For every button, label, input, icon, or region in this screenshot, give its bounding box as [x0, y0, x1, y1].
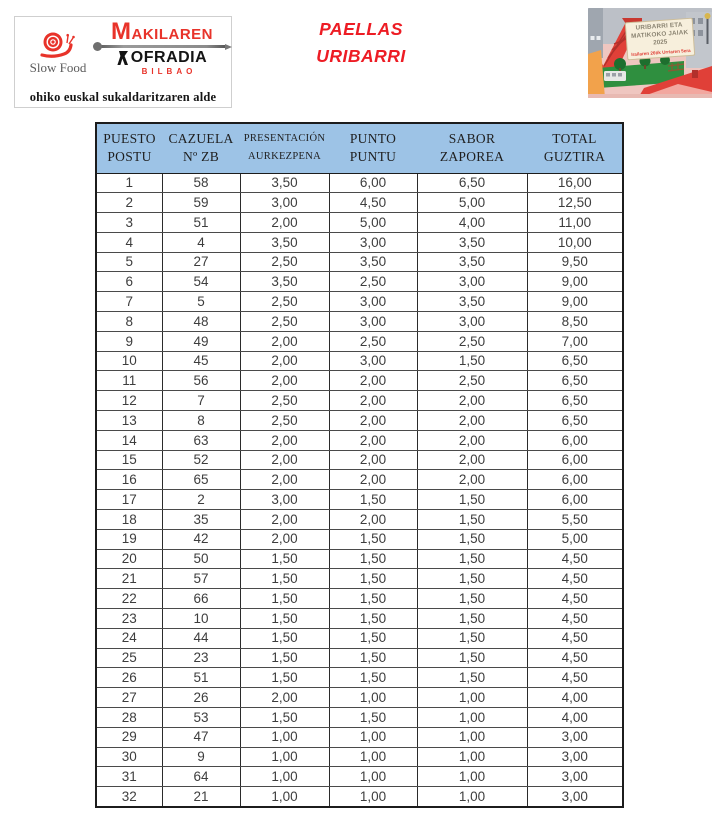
table-cell: 63 [162, 430, 240, 450]
table-cell: 1,00 [417, 727, 527, 747]
table-cell: 3,00 [329, 292, 417, 312]
table-cell: 4,50 [527, 628, 623, 648]
table-cell: 25 [96, 648, 162, 668]
table-cell: 2,50 [417, 331, 527, 351]
table-row [96, 430, 623, 450]
table-row [96, 331, 623, 351]
table-cell: 27 [162, 252, 240, 272]
table-cell: 2 [162, 490, 240, 510]
table-cell: 8 [96, 312, 162, 332]
table-cell: 2,00 [329, 510, 417, 530]
table-cell: 3,00 [240, 490, 329, 510]
table-cell: 2,00 [417, 470, 527, 490]
table-cell: 1,50 [329, 529, 417, 549]
table-cell: 47 [162, 727, 240, 747]
scores-table-body [96, 173, 623, 807]
table-cell: 54 [162, 272, 240, 292]
table-cell: 1,50 [417, 609, 527, 629]
table-cell: 4 [96, 232, 162, 252]
table-cell: 4,00 [527, 708, 623, 728]
table-cell: 2,00 [329, 450, 417, 470]
table-row [96, 272, 623, 292]
table-cell: 1,00 [417, 747, 527, 767]
table-cell: 3,00 [527, 747, 623, 767]
table-cell: 3 [96, 213, 162, 233]
col-label-es: TOTAL [552, 131, 597, 147]
table-row [96, 529, 623, 549]
table-row [96, 371, 623, 391]
scores-table-header [96, 123, 623, 173]
table-cell: 4,00 [417, 213, 527, 233]
table-cell: 4,50 [527, 589, 623, 609]
table-cell: 29 [96, 727, 162, 747]
table-row [96, 648, 623, 668]
table-cell: 10 [96, 351, 162, 371]
header-row [96, 123, 623, 173]
table-cell: 2,00 [329, 470, 417, 490]
table-cell: 5,00 [329, 213, 417, 233]
table-row [96, 569, 623, 589]
table-row [96, 411, 623, 431]
table-cell: 4,50 [527, 648, 623, 668]
table-cell: 2,00 [240, 331, 329, 351]
table-row [96, 490, 623, 510]
table-cell: 5 [162, 292, 240, 312]
table-cell: 8,50 [527, 312, 623, 332]
table-cell: 64 [162, 767, 240, 787]
table-cell: 42 [162, 529, 240, 549]
table-cell: 22 [96, 589, 162, 609]
col-label-eu: ZAPOREA [439, 149, 505, 165]
table-cell: 3,00 [527, 727, 623, 747]
col-header-sabor [417, 123, 527, 173]
table-cell: 6,00 [329, 173, 417, 193]
table-row [96, 232, 623, 252]
table-cell: 2,50 [240, 252, 329, 272]
table-cell: 3,00 [329, 312, 417, 332]
table-cell: 7,00 [527, 331, 623, 351]
table-cell: 1,50 [329, 549, 417, 569]
table-cell: 2,00 [329, 391, 417, 411]
table-cell: 1,50 [240, 628, 329, 648]
col-label-eu: PUNTU [349, 149, 397, 165]
table-cell: 1,50 [240, 609, 329, 629]
table-cell: 2,50 [240, 312, 329, 332]
table-cell: 2,00 [240, 213, 329, 233]
table-row [96, 628, 623, 648]
table-cell: 4,50 [527, 668, 623, 688]
table-cell: 1,50 [329, 589, 417, 609]
table-cell: 1,00 [329, 727, 417, 747]
ofradia-wordmark: OFRADIA [130, 49, 208, 66]
table-cell: 1,50 [329, 668, 417, 688]
table-row [96, 252, 623, 272]
table-cell: 1,50 [417, 569, 527, 589]
table-cell: 5,00 [527, 529, 623, 549]
table-cell: 17 [96, 490, 162, 510]
table-cell: 21 [96, 569, 162, 589]
table-cell: 3,00 [240, 193, 329, 213]
table-cell: 2,00 [240, 510, 329, 530]
table-cell: 1,50 [329, 708, 417, 728]
table-cell: 1,50 [240, 569, 329, 589]
table-cell: 23 [162, 648, 240, 668]
table-cell: 6,50 [527, 391, 623, 411]
table-cell: 6 [96, 272, 162, 292]
festival-poster-image [588, 8, 712, 98]
table-cell: 3,50 [417, 252, 527, 272]
col-label-eu: GUZTIRA [543, 149, 606, 165]
table-cell: 8 [162, 411, 240, 431]
table-cell: 7 [162, 391, 240, 411]
col-label-eu: POSTU [107, 149, 152, 165]
table-cell: 1,50 [240, 549, 329, 569]
table-cell: 2,00 [329, 430, 417, 450]
table-cell: 2,00 [240, 371, 329, 391]
logo-tagline: ohiko euskal sukaldaritzaren alde [29, 90, 217, 104]
table-cell: 3,00 [527, 767, 623, 787]
table-cell: 1,50 [240, 648, 329, 668]
table-row [96, 747, 623, 767]
table-cell: 1,00 [329, 747, 417, 767]
table-cell: 6,00 [527, 450, 623, 470]
table-cell: 10,00 [527, 232, 623, 252]
table-cell: 1,00 [240, 787, 329, 807]
table-cell: 9,00 [527, 272, 623, 292]
table-cell: 1,00 [240, 727, 329, 747]
table-row [96, 312, 623, 332]
table-row [96, 688, 623, 708]
table-cell: 6,50 [527, 411, 623, 431]
table-cell: 31 [96, 767, 162, 787]
table-cell: 1,00 [240, 767, 329, 787]
table-cell: 2,00 [329, 371, 417, 391]
table-cell: 3,00 [527, 787, 623, 807]
table-cell: 3,50 [417, 232, 527, 252]
table-row [96, 213, 623, 233]
table-cell: 3,50 [240, 272, 329, 292]
table-cell: 1,50 [417, 549, 527, 569]
table-cell: 9 [96, 331, 162, 351]
table-cell: 65 [162, 470, 240, 490]
col-label-es: PRESENTACIÓN [243, 133, 326, 145]
poster-sign [625, 18, 695, 61]
table-row [96, 549, 623, 569]
table-row [96, 668, 623, 688]
col-header-presentacion [240, 123, 329, 173]
table-cell: 9,50 [527, 252, 623, 272]
table-row [96, 173, 623, 193]
table-cell: 1,00 [240, 747, 329, 767]
table-cell: 2,00 [329, 411, 417, 431]
col-label-eu: AURKEZPENA [248, 151, 321, 163]
table-cell: 1,50 [240, 668, 329, 688]
table-row [96, 767, 623, 787]
table-cell: 1,50 [417, 648, 527, 668]
table-cell: 1,50 [240, 589, 329, 609]
table-cell: 2,00 [240, 351, 329, 371]
table-cell: 2,50 [240, 411, 329, 431]
poster-title-line1: URIBARRI ETA [635, 21, 683, 32]
table-cell: 1,50 [417, 668, 527, 688]
table-cell: 1,50 [417, 628, 527, 648]
table-row [96, 351, 623, 371]
table-row [96, 727, 623, 747]
table-cell: 2,00 [417, 430, 527, 450]
table-cell: 1,50 [417, 529, 527, 549]
table-cell: 1 [96, 173, 162, 193]
table-cell: 6,00 [527, 430, 623, 450]
table-cell: 3,00 [417, 272, 527, 292]
table-cell: 3,50 [329, 252, 417, 272]
table-cell: 58 [162, 173, 240, 193]
table-cell: 56 [162, 371, 240, 391]
table-cell: 6,50 [417, 173, 527, 193]
page-title-line1: PAELLAS [319, 19, 403, 39]
table-row [96, 391, 623, 411]
table-cell: 20 [96, 549, 162, 569]
table-cell: 12 [96, 391, 162, 411]
table-row [96, 292, 623, 312]
bilbao-label: BILBAO [141, 67, 197, 76]
col-label-es: CAZUELA [168, 131, 234, 147]
col-header-puesto [96, 123, 162, 173]
table-cell: 30 [96, 747, 162, 767]
table-cell: 4 [162, 232, 240, 252]
table-row [96, 589, 623, 609]
table-cell: 1,00 [417, 787, 527, 807]
table-cell: 26 [96, 668, 162, 688]
table-row [96, 450, 623, 470]
table-cell: 66 [162, 589, 240, 609]
table-cell: 1,50 [329, 569, 417, 589]
table-cell: 6,00 [527, 470, 623, 490]
table-cell: 2,00 [240, 430, 329, 450]
table-cell: 51 [162, 213, 240, 233]
table-cell: 50 [162, 549, 240, 569]
table-cell: 9 [162, 747, 240, 767]
table-cell: 3,00 [329, 351, 417, 371]
scores-table [95, 122, 624, 808]
table-row [96, 193, 623, 213]
table-cell: 6,50 [527, 371, 623, 391]
col-header-total [527, 123, 623, 173]
table-cell: 2,50 [240, 292, 329, 312]
table-cell: 10 [162, 609, 240, 629]
table-cell: 5,50 [527, 510, 623, 530]
table-cell: 5 [96, 252, 162, 272]
table-cell: 1,50 [329, 490, 417, 510]
table-cell: 1,00 [329, 787, 417, 807]
table-cell: 44 [162, 628, 240, 648]
table-cell: 4,50 [329, 193, 417, 213]
table-cell: 13 [96, 411, 162, 431]
col-label-es: PUNTO [349, 131, 397, 147]
poster-title-line2: MATIKOKO JAIAK [630, 28, 689, 40]
table-row [96, 470, 623, 490]
table-cell: 2,50 [240, 391, 329, 411]
table-row [96, 510, 623, 530]
table-cell: 6,50 [527, 351, 623, 371]
table-cell: 16 [96, 470, 162, 490]
table-cell: 53 [162, 708, 240, 728]
table-cell: 2,00 [240, 529, 329, 549]
table-cell: 4,50 [527, 569, 623, 589]
table-cell: 35 [162, 510, 240, 530]
table-cell: 15 [96, 450, 162, 470]
table-cell: 27 [96, 688, 162, 708]
table-cell: 2,00 [240, 688, 329, 708]
table-cell: 2,00 [240, 450, 329, 470]
table-cell: 4,00 [527, 688, 623, 708]
col-label-es: PUESTO [103, 131, 156, 147]
table-cell: 1,50 [417, 510, 527, 530]
table-cell: 9,00 [527, 292, 623, 312]
table-cell: 16,00 [527, 173, 623, 193]
table-cell: 57 [162, 569, 240, 589]
table-cell: 45 [162, 351, 240, 371]
table-row [96, 708, 623, 728]
table-cell: 21 [162, 787, 240, 807]
poster-dates: Irailaren 26tik Urriaren 5era [631, 47, 691, 57]
table-cell: 1,50 [417, 490, 527, 510]
table-cell: 1,50 [329, 628, 417, 648]
table-cell: 1,50 [329, 609, 417, 629]
table-cell: 5,00 [417, 193, 527, 213]
table-cell: 1,00 [329, 688, 417, 708]
col-header-cazuela [162, 123, 240, 173]
table-cell: 26 [162, 688, 240, 708]
table-cell: 52 [162, 450, 240, 470]
table-cell: 14 [96, 430, 162, 450]
table-cell: 2,00 [417, 450, 527, 470]
table-cell: 28 [96, 708, 162, 728]
table-cell: 23 [96, 609, 162, 629]
table-cell: 59 [162, 193, 240, 213]
table-cell: 2,00 [417, 411, 527, 431]
table-cell: 1,00 [417, 767, 527, 787]
table-cell: 2,50 [329, 331, 417, 351]
table-row [96, 609, 623, 629]
table-cell: 24 [96, 628, 162, 648]
table-cell: 1,00 [417, 688, 527, 708]
table-row [96, 787, 623, 807]
table-cell: 1,50 [329, 648, 417, 668]
table-cell: 1,50 [240, 708, 329, 728]
page-title-line2: URIBARRI [316, 46, 406, 67]
poster-year: 2025 [653, 38, 668, 47]
col-label-es: SABOR [448, 131, 496, 147]
table-cell: 7 [96, 292, 162, 312]
table-cell: 3,00 [417, 312, 527, 332]
table-cell: 2 [96, 193, 162, 213]
table-cell: 3,00 [329, 232, 417, 252]
table-cell: 4,50 [527, 549, 623, 569]
table-cell: 3,50 [240, 173, 329, 193]
table-cell: 11,00 [527, 213, 623, 233]
table-cell: 18 [96, 510, 162, 530]
table-cell: 12,50 [527, 193, 623, 213]
table-cell: 3,50 [240, 232, 329, 252]
table-cell: 49 [162, 331, 240, 351]
table-cell: 19 [96, 529, 162, 549]
col-header-punto [329, 123, 417, 173]
table-cell: 6,00 [527, 490, 623, 510]
makilaren-wordmark: MAKILAREN [111, 18, 213, 45]
table-cell: 2,00 [417, 391, 527, 411]
table-cell: 1,50 [417, 589, 527, 609]
table-cell: 2,50 [329, 272, 417, 292]
table-cell: 2,50 [417, 371, 527, 391]
slow-food-label: Slow Food [29, 60, 87, 75]
table-cell: 48 [162, 312, 240, 332]
table-cell: 3,50 [417, 292, 527, 312]
table-cell: 2,00 [240, 470, 329, 490]
table-cell: 4,50 [527, 609, 623, 629]
table-cell: 32 [96, 787, 162, 807]
col-label-eu: Nº ZB [182, 149, 220, 165]
table-cell: 1,50 [417, 351, 527, 371]
table-cell: 1,00 [329, 767, 417, 787]
table-cell: 51 [162, 668, 240, 688]
table-cell: 11 [96, 371, 162, 391]
table-cell: 1,00 [417, 708, 527, 728]
